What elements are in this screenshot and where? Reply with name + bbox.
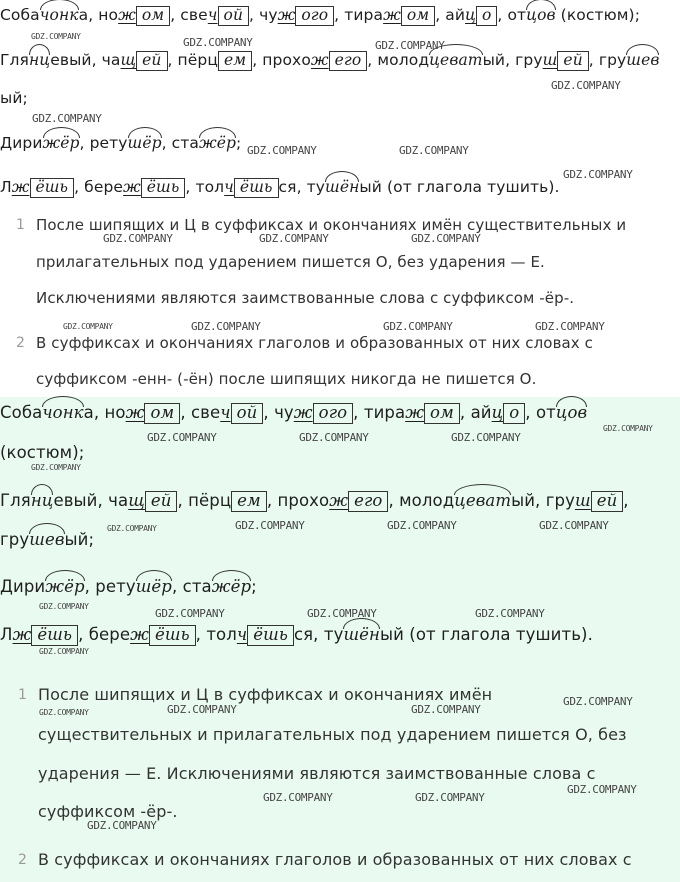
watermark: GDZ.COMPANY bbox=[411, 703, 481, 716]
text: ся, ту bbox=[278, 178, 326, 196]
watermark: GDZ.COMPANY bbox=[563, 695, 633, 708]
watermark: GDZ.COMPANY bbox=[103, 232, 173, 245]
text: , bbox=[623, 491, 629, 510]
text: , прохо bbox=[252, 51, 311, 69]
ending-box: ом bbox=[144, 403, 180, 424]
text: , рету bbox=[79, 134, 128, 152]
text: , пёрц bbox=[167, 51, 219, 69]
word-line bbox=[0, 625, 593, 646]
root-mark: щ bbox=[128, 491, 145, 510]
ending-box: о bbox=[476, 6, 497, 26]
watermark: GDZ.COMPANY bbox=[375, 39, 445, 52]
ending-box: его bbox=[329, 51, 368, 71]
suffix-mark: шёр bbox=[135, 577, 172, 596]
text: Дири bbox=[0, 577, 46, 596]
rule-number: 2 bbox=[16, 335, 25, 351]
text: , молод bbox=[367, 51, 430, 69]
watermark: GDZ.COMPANY bbox=[475, 607, 545, 620]
word-line bbox=[0, 491, 629, 512]
watermark: GDZ.COMPANY bbox=[563, 168, 633, 181]
root-mark: ж bbox=[130, 625, 149, 644]
rule-number: 1 bbox=[18, 687, 27, 703]
root-mark: ж bbox=[277, 6, 296, 24]
suffix-mark: шён bbox=[325, 178, 360, 196]
ending-box: ем bbox=[218, 51, 252, 71]
text: , ай bbox=[435, 6, 466, 24]
root-mark: ж bbox=[405, 403, 425, 422]
text: , бере bbox=[78, 625, 131, 644]
text: , све bbox=[180, 403, 221, 422]
ending-box: ей bbox=[136, 51, 167, 71]
suffix-mark: шён bbox=[343, 625, 381, 644]
text: а, но bbox=[78, 6, 119, 24]
root-mark: ж bbox=[123, 178, 141, 196]
ending-box: ёшь bbox=[31, 625, 78, 646]
watermark: GDZ.COMPANY bbox=[603, 424, 653, 433]
rule-line: прилагательных под ударением пишется О, без ударения — Е. bbox=[36, 253, 545, 271]
text: , све bbox=[170, 6, 208, 24]
ending-box: ёшь bbox=[234, 178, 279, 198]
watermark: GDZ.COMPANY bbox=[539, 519, 609, 532]
ending-box: ом bbox=[424, 403, 460, 424]
watermark: GDZ.COMPANY bbox=[39, 647, 89, 656]
word-line bbox=[0, 178, 560, 198]
suffix-mark: шев bbox=[29, 530, 65, 549]
watermark: GDZ.COMPANY bbox=[567, 783, 637, 796]
root-mark: ж bbox=[12, 625, 32, 644]
rule-line: суффиксом -ёр-. bbox=[38, 802, 178, 821]
watermark: GDZ.COMPANY bbox=[31, 32, 81, 41]
ending-box: ого bbox=[295, 6, 334, 26]
ending-box: ем bbox=[231, 491, 267, 512]
ending-box: ой bbox=[218, 6, 250, 26]
text: , ай bbox=[459, 403, 492, 422]
text: евый, ча bbox=[53, 491, 129, 510]
text: Дири bbox=[0, 134, 43, 152]
suffix-mark: нц bbox=[30, 491, 54, 510]
word-line bbox=[0, 403, 587, 424]
text: Соба bbox=[0, 403, 43, 422]
watermark: GDZ.COMPANY bbox=[32, 112, 102, 125]
suffix-mark: шёр bbox=[127, 134, 162, 152]
watermark: GDZ.COMPANY bbox=[31, 463, 81, 472]
ending-box: ёшь bbox=[149, 625, 196, 646]
ending-box: ого bbox=[313, 403, 354, 424]
text: ся, ту bbox=[293, 625, 344, 644]
text: , рету bbox=[84, 577, 136, 596]
watermark: GDZ.COMPANY bbox=[87, 819, 157, 832]
text: , гру bbox=[588, 51, 627, 69]
top-section bbox=[0, 0, 680, 397]
text: , чу bbox=[249, 6, 278, 24]
suffix-mark: нц bbox=[28, 51, 51, 69]
ending-box: его bbox=[348, 491, 388, 512]
suffix-mark: жёр bbox=[45, 577, 85, 596]
root-mark: ж bbox=[293, 403, 313, 422]
watermark: GDZ.COMPANY bbox=[259, 232, 329, 245]
suffix-mark: цеват bbox=[454, 491, 512, 510]
text: евый, ча bbox=[50, 51, 121, 69]
rule-line: существительных и прилагательных под ударением пишется О, без bbox=[38, 725, 627, 744]
text: (костюм); bbox=[555, 6, 641, 24]
watermark: GDZ.COMPANY bbox=[155, 607, 225, 620]
watermark: GDZ.COMPANY bbox=[535, 320, 605, 333]
ending-box: о bbox=[503, 403, 525, 424]
ending-box: ом bbox=[136, 6, 170, 26]
watermark: GDZ.COMPANY bbox=[235, 519, 305, 532]
watermark: GDZ.COMPANY bbox=[399, 144, 469, 157]
root-mark: ж bbox=[329, 491, 349, 510]
root-mark: ж bbox=[11, 178, 30, 196]
word-line bbox=[0, 530, 94, 549]
text: , пёрц bbox=[177, 491, 232, 510]
watermark: GDZ.COMPANY bbox=[107, 524, 157, 533]
watermark: GDZ.COMPANY bbox=[191, 320, 261, 333]
text: , тира bbox=[353, 403, 406, 422]
ending-box: ёшь bbox=[247, 625, 294, 646]
word-line: (костюм); bbox=[0, 443, 85, 462]
text: ый, гру bbox=[482, 51, 543, 69]
watermark: GDZ.COMPANY bbox=[39, 602, 89, 611]
rule-line: Исключениями являются заимствованные слова с суффиксом -ёр-. bbox=[36, 289, 575, 307]
word-line: ый; bbox=[0, 89, 28, 107]
ending-box: ёшь bbox=[30, 178, 75, 198]
bottom-section bbox=[0, 397, 680, 882]
text: , прохо bbox=[266, 491, 330, 510]
root-mark: ц bbox=[491, 403, 504, 422]
text: Соба bbox=[0, 6, 40, 24]
root-mark: щ bbox=[120, 51, 137, 69]
root-mark: ч bbox=[220, 403, 231, 422]
watermark: GDZ.COMPANY bbox=[247, 144, 317, 157]
watermark: GDZ.COMPANY bbox=[551, 79, 621, 92]
watermark: GDZ.COMPANY bbox=[451, 431, 521, 444]
rule-line: После шипящих и Ц в суффиксах и окончаниях имён существительных и bbox=[36, 216, 627, 234]
word-line bbox=[0, 6, 640, 26]
text: , тол bbox=[195, 625, 237, 644]
watermark: GDZ.COMPANY bbox=[387, 519, 457, 532]
text: Гля bbox=[0, 491, 31, 510]
text: ый (от глагола тушить). bbox=[380, 625, 593, 644]
root-mark: ч bbox=[207, 6, 218, 24]
text: , тол bbox=[185, 178, 225, 196]
watermark: GDZ.COMPANY bbox=[307, 607, 377, 620]
text: , ста bbox=[171, 577, 212, 596]
root-mark: ч bbox=[236, 625, 248, 644]
text: Л bbox=[0, 178, 12, 196]
text: , бере bbox=[74, 178, 124, 196]
root-mark: ш bbox=[542, 51, 558, 69]
suffix-mark: цов bbox=[526, 6, 556, 24]
watermark: GDZ.COMPANY bbox=[147, 431, 217, 444]
suffix-mark: цов bbox=[555, 403, 588, 422]
rule-line: В суффиксах и окончаниях глаголов и образованных от них словах с bbox=[38, 850, 632, 869]
suffix-mark: цеват bbox=[429, 51, 483, 69]
text: ; bbox=[236, 134, 242, 152]
text: , от bbox=[525, 403, 556, 422]
text: ый, гру bbox=[511, 491, 575, 510]
watermark: GDZ.COMPANY bbox=[183, 36, 253, 49]
text: ; bbox=[251, 577, 257, 596]
rule-number: 2 bbox=[18, 852, 27, 868]
watermark: GDZ.COMPANY bbox=[299, 431, 369, 444]
root-mark: ш bbox=[574, 491, 591, 510]
word-line bbox=[0, 134, 241, 152]
ending-box: ей bbox=[145, 491, 178, 512]
watermark: GDZ.COMPANY bbox=[39, 708, 89, 717]
text: ый; bbox=[64, 530, 95, 549]
ending-box: ом bbox=[401, 6, 435, 26]
suffix-mark: чонк bbox=[39, 6, 79, 24]
watermark: GDZ.COMPANY bbox=[415, 791, 485, 804]
text: Л bbox=[0, 625, 13, 644]
watermark: GDZ.COMPANY bbox=[167, 703, 237, 716]
ending-box: ей bbox=[591, 491, 624, 512]
root-mark: ч bbox=[224, 178, 234, 196]
watermark: GDZ.COMPANY bbox=[383, 320, 453, 333]
suffix-mark: жёр bbox=[211, 577, 252, 596]
text: , чу bbox=[263, 403, 294, 422]
rule-line: В суффиксах и окончаниях глаголов и образованных от них словах с bbox=[36, 334, 593, 352]
watermark: GDZ.COMPANY bbox=[263, 791, 333, 804]
ending-box: ой bbox=[231, 403, 264, 424]
text: , молод bbox=[388, 491, 455, 510]
word-line bbox=[0, 51, 659, 71]
root-mark: ж bbox=[118, 6, 136, 24]
rule-line: После шипящих и Ц в суффиксах и окончаниях имён bbox=[38, 685, 493, 704]
root-mark: ж bbox=[383, 6, 401, 24]
text: гру bbox=[0, 530, 30, 549]
suffix-mark: чонк bbox=[42, 403, 84, 422]
suffix-mark: жёр bbox=[42, 134, 80, 152]
text: ый (от глагола тушить). bbox=[359, 178, 560, 196]
text: а, но bbox=[83, 403, 126, 422]
text: Гля bbox=[0, 51, 29, 69]
rule-line: суффиксом -енн- (-ён) после шипящих никогда не пишется О. bbox=[36, 370, 537, 388]
ending-box: ей bbox=[557, 51, 588, 71]
ending-box: ёшь bbox=[141, 178, 186, 198]
word-line bbox=[0, 577, 257, 596]
text: , ста bbox=[161, 134, 200, 152]
suffix-mark: жёр bbox=[199, 134, 237, 152]
rule-line: ударения — Е. Исключениями являются заимствованные слова с bbox=[38, 764, 596, 783]
watermark: GDZ.COMPANY bbox=[411, 232, 481, 245]
root-mark: ж bbox=[125, 403, 145, 422]
rule-number: 1 bbox=[16, 217, 25, 233]
watermark: GDZ.COMPANY bbox=[63, 322, 113, 331]
text: , тира bbox=[334, 6, 384, 24]
root-mark: ж bbox=[310, 51, 329, 69]
text: , от bbox=[497, 6, 527, 24]
suffix-mark: шев bbox=[626, 51, 660, 69]
root-mark: ц bbox=[465, 6, 476, 24]
